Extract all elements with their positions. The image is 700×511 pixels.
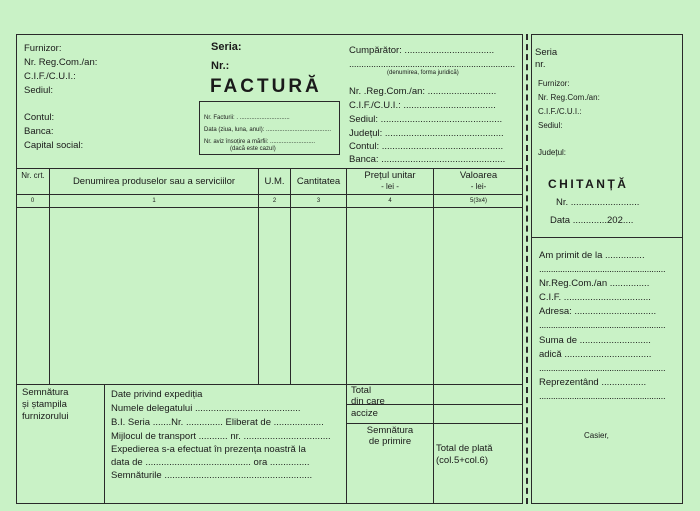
footer-stampila: și ștampila	[22, 399, 67, 410]
receipt-reg-com: Nr. Reg.Com./an:	[538, 93, 600, 102]
supplier-capital: Capital social:	[24, 140, 84, 151]
footer-data-ora: data de ........................................ ora ...............	[111, 457, 310, 468]
receipt-dots-4: ......................................................	[539, 391, 666, 402]
colnum-1: 1	[152, 198, 156, 204]
header-um: U.M.	[264, 176, 285, 187]
invoice-data: Data (ziua, luna, anul): .......................................	[204, 127, 332, 133]
buyer-sediul: Sediul: ..............................................	[349, 114, 503, 125]
table-header-bottom-line	[16, 194, 523, 195]
receipt-adica: adică .................................	[539, 349, 652, 360]
table-top-line	[16, 168, 523, 169]
colnum-5: 5(3x4)	[469, 198, 487, 204]
footer-total-3: accize	[351, 408, 378, 419]
receipt-nr-line: Nr. ..........................	[556, 197, 640, 208]
perforation-line	[526, 34, 528, 504]
footer-line-accize	[346, 423, 523, 424]
footer-total-1: Total	[351, 385, 372, 396]
receipt-sediul: Sediul:	[538, 121, 563, 130]
invoice-aviz-note: (dacă este cazul)	[230, 146, 276, 152]
header-cantitatea: Cantitatea	[296, 176, 341, 187]
invoice-nr: Nr.:	[211, 60, 230, 72]
colnum-4: 4	[388, 198, 392, 204]
col-line-5	[433, 168, 434, 504]
receipt-nr: nr.	[535, 59, 546, 70]
footer-delegat: Numele delegatului ........................................	[111, 403, 301, 414]
receipt-dots-2: ......................................................	[539, 320, 666, 331]
supplier-reg-com: Nr. Reg.Com./an:	[24, 57, 98, 68]
footer-total-2: din care	[351, 396, 385, 407]
invoice-aviz: Nr. aviz însoțire a mărfii: ...........................	[204, 139, 316, 145]
supplier-contul: Contul:	[24, 112, 55, 123]
receipt-dots-3: ......................................................	[539, 363, 666, 374]
footer-semnatura-primire-1: Semnătura	[366, 425, 414, 436]
buyer-reg-com: Nr. .Reg.Com./an: ..........................	[349, 86, 497, 97]
receipt-reprezentand: Reprezentând .................	[539, 377, 647, 388]
supplier-banca: Banca:	[24, 126, 54, 137]
receipt-reg-com-line: Nr.Reg.Com./an ...............	[539, 278, 650, 289]
footer-total-plata-2: (col.5+col.6)	[436, 455, 489, 466]
footer-semnaturile: Semnăturile ........................................................	[111, 470, 313, 481]
buyer-dots-line: ....................................................................	[349, 59, 515, 70]
footer-expedierea: Expedierea s-a efectuat în prezența noastră la	[111, 444, 306, 455]
colnum-2: 2	[272, 198, 277, 204]
invoice-title: FACTURĂ	[210, 76, 322, 97]
header-pret: Prețul unitar	[364, 170, 416, 181]
buyer-denumirea-note: (denumirea, forma juridică)	[387, 70, 459, 76]
buyer-judetul: Județul: .............................................	[349, 128, 504, 139]
supplier-furnizor: Furnizor:	[24, 43, 62, 54]
receipt-data-line: Data .............202....	[550, 215, 634, 226]
buyer-banca: Banca: ...............................................	[349, 154, 506, 165]
col-line-4	[346, 168, 347, 504]
footer-mijloc: Mijlocul de transport ........... nr. .................................	[111, 431, 331, 442]
receipt-judetul: Județul:	[538, 148, 567, 157]
receipt-furnizor: Furnizor:	[538, 79, 570, 88]
supplier-cif: C.I.F./C.U.I.:	[24, 71, 76, 82]
receipt-cif: C.I.F./C.U.I.:	[538, 107, 582, 116]
header-denumirea: Denumirea produselor sau a serviciilor	[72, 176, 236, 187]
footer-date-expeditia: Date privind expediția	[111, 389, 203, 400]
header-pret-lei: - lei -	[381, 182, 399, 191]
footer-semnatura-primire-2: de primire	[368, 436, 412, 447]
receipt-dots-1: ......................................................	[539, 264, 666, 275]
receipt-adresa: Adresa: ...............................	[539, 306, 657, 317]
footer-bi: B.I. Seria .......Nr. .............. Eliberat de ...................	[111, 417, 324, 428]
receipt-am-primit: Am primit de la ...............	[539, 250, 645, 261]
footer-semnatura: Semnătura	[22, 387, 69, 398]
buyer-cif: C.I.F./C.U.I.: ...................................	[349, 100, 496, 111]
supplier-sediul: Sediul:	[24, 85, 54, 96]
invoice-nr-facturii: Nr. Facturii: . ..............................	[204, 115, 290, 121]
receipt-cif-line: C.I.F. .................................	[539, 292, 651, 303]
header-valoarea-lei: - lei-	[470, 182, 487, 191]
footer-divider-left	[104, 384, 105, 504]
receipt-suma: Suma de ...........................	[539, 335, 651, 346]
header-valoarea: Valoarea	[459, 170, 498, 181]
colnum-0: 0	[30, 198, 35, 204]
table-body-bottom-line	[16, 384, 523, 385]
receipt-seria: Seria	[535, 47, 558, 58]
header-nr: Nr. crt.	[21, 171, 45, 180]
receipt-casier: Casier,	[584, 431, 609, 440]
invoice-seria: Seria:	[211, 41, 242, 53]
receipt-divider-1	[531, 237, 683, 238]
receipt-title: CHITANȚĂ	[548, 177, 629, 191]
footer-furnizorului: furnizorului	[22, 411, 69, 422]
table-number-row-line	[16, 207, 523, 208]
colnum-3: 3	[316, 198, 321, 204]
buyer-contul: Contul: ..............................................	[349, 141, 504, 152]
footer-total-plata-1: Total de plată	[436, 443, 493, 454]
buyer-cumparator: Cumpărător: ..................................	[349, 45, 495, 56]
